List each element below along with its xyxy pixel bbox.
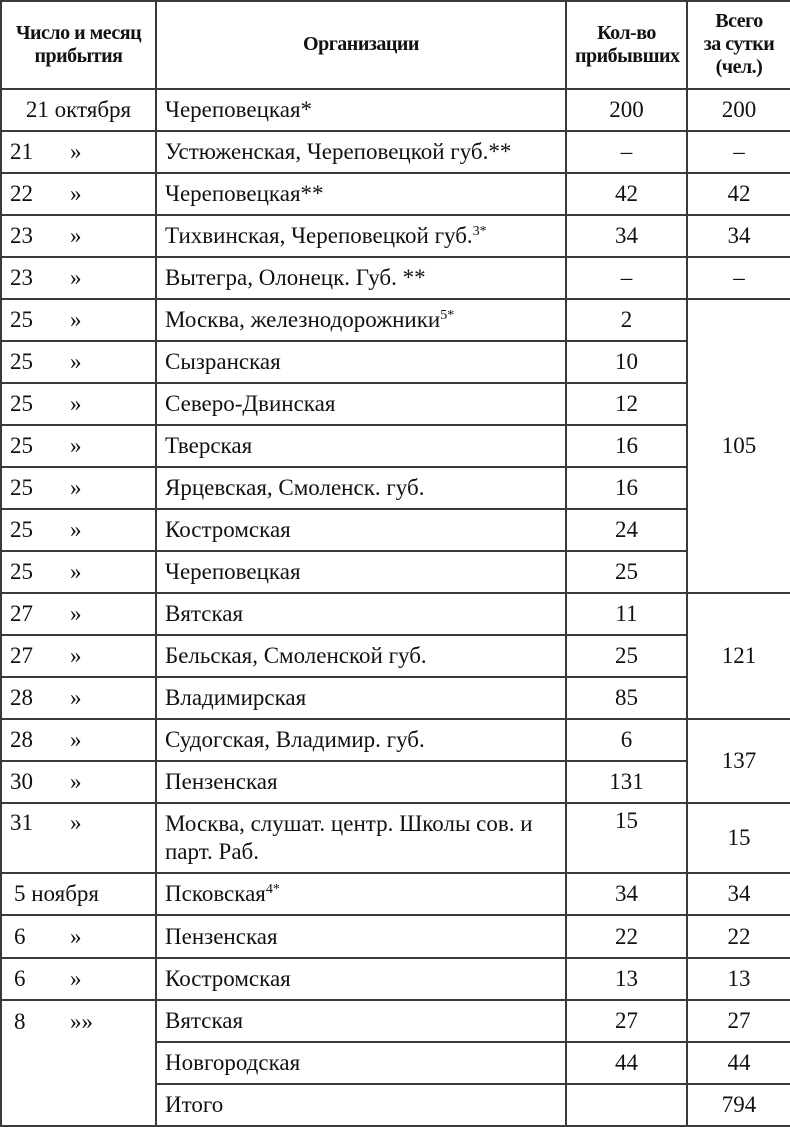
org-cell: Череповецкая [156,551,566,593]
org-cell: Череповецкая** [156,173,566,215]
table-row [1,425,790,467]
grand-total-value: 794 [687,1084,790,1126]
org-cell: Северо-Двинская [156,383,566,425]
total-cell: 42 [687,173,790,215]
date-cell: 27 » [1,635,156,677]
table-row [1,803,790,873]
total-cell: 13 [687,958,790,1000]
table-row [1,635,790,677]
org-cell: Судогская, Владимир. губ. [156,719,566,761]
count-cell: 44 [566,1042,687,1084]
count-cell: 15 [566,803,687,873]
table-row [1,131,790,173]
table-row [1,958,790,1000]
org-cell: Пензенская [156,915,566,957]
count-cell: 42 [566,173,687,215]
total-cell: 22 [687,915,790,957]
count-cell: – [566,257,687,299]
date-cell: 31 » [1,803,156,873]
total-cell: 34 [687,215,790,257]
date-cell: 22 » [1,173,156,215]
org-cell: Псковская$^{4*}$ [156,873,566,915]
org-cell: Тихвинская, Череповецкой губ.$^{3*}$ [156,215,566,257]
grand-total-label: Итого [156,1084,566,1126]
header-organizations: Организации [156,1,566,89]
table-row [1,719,790,761]
count-cell: 34 [566,215,687,257]
date-cell: 28 » [1,677,156,719]
org-cell: Сызранская [156,341,566,383]
total-cell: 34 [687,873,790,915]
date-cell: 6 » [1,915,156,957]
org-cell: Вятская [156,593,566,635]
org-cell: Ярцевская, Смоленск. губ. [156,467,566,509]
date-cell: 6 » [1,958,156,1000]
org-cell: Москва, железнодорожники$^{5*}$ [156,299,566,341]
count-cell: 25 [566,551,687,593]
table-row [1,677,790,719]
count-cell: 34 [566,873,687,915]
table-row [1,915,790,957]
table-row [1,761,790,803]
count-cell: 85 [566,677,687,719]
count-cell: 2 [566,299,687,341]
date-cell: 21 октября [1,89,156,131]
table-row [1,509,790,551]
table-row [1,467,790,509]
total-cell: 27 [687,1000,790,1042]
date-cell: 25 » [1,509,156,551]
group-total-cell: 137 [687,719,790,803]
org-cell: Вытегра, Олонецк. Губ. ** [156,257,566,299]
org-cell: Костромская [156,509,566,551]
count-cell: 6 [566,719,687,761]
table-header-row [1,1,790,89]
date-cell: 25 » [1,425,156,467]
table-row [1,551,790,593]
count-cell: 10 [566,341,687,383]
total-cell: – [687,131,790,173]
table-row [1,299,790,341]
header-arrived-count: Кол-во прибывших [566,1,687,89]
count-cell: 22 [566,915,687,957]
count-cell: 12 [566,383,687,425]
total-cell: – [687,257,790,299]
org-cell: Москва, слушат. центр. Школы сов. и парт. Раб. [156,803,566,873]
total-cell: 200 [687,89,790,131]
table-row [1,341,790,383]
table-row [1,257,790,299]
table-row [1,173,790,215]
org-cell: Череповецкая* [156,89,566,131]
date-cell: 21 » [1,131,156,173]
total-cell: 44 [687,1042,790,1084]
date-cell: 5 ноября [1,873,156,915]
date-cell: 25 » [1,383,156,425]
date-cell: 25 » [1,299,156,341]
date-cell: 23 » [1,215,156,257]
date-cell: 25 » [1,551,156,593]
table-row [1,215,790,257]
count-cell: – [566,131,687,173]
table-row [1,1000,790,1042]
count-cell: 16 [566,467,687,509]
table-row [1,383,790,425]
org-cell: Костромская [156,958,566,1000]
header-date: Число и месяц прибытия [1,1,156,89]
count-cell: 16 [566,425,687,467]
date-cell: 25 » [1,467,156,509]
date-cell: 28 » [1,719,156,761]
org-cell: Бельская, Смоленской губ. [156,635,566,677]
count-cell: 11 [566,593,687,635]
header-daily-total: Всего за сутки (чел.) [687,1,790,89]
org-cell: Устюженская, Череповецкой губ.** [156,131,566,173]
count-cell: 13 [566,958,687,1000]
org-cell: Новгородская [156,1042,566,1084]
count-cell: 25 [566,635,687,677]
org-cell: Владимирская [156,677,566,719]
count-cell: 200 [566,89,687,131]
org-cell: Тверская [156,425,566,467]
table-row [1,873,790,915]
date-cell: 30 » [1,761,156,803]
group-total-cell: 121 [687,593,790,719]
count-cell: 131 [566,761,687,803]
table-row [1,593,790,635]
count-cell: 24 [566,509,687,551]
org-cell: Пензенская [156,761,566,803]
count-cell [566,1084,687,1126]
org-cell: Вятская [156,1000,566,1042]
group-total-cell: 105 [687,299,790,593]
total-cell: 15 [687,803,790,873]
date-cell: 25 » [1,341,156,383]
date-cell: 27 » [1,593,156,635]
count-cell: 27 [566,1000,687,1042]
date-cell: 23 » [1,257,156,299]
table-row [1,89,790,131]
date-cell: 8 »» [1,1000,156,1126]
